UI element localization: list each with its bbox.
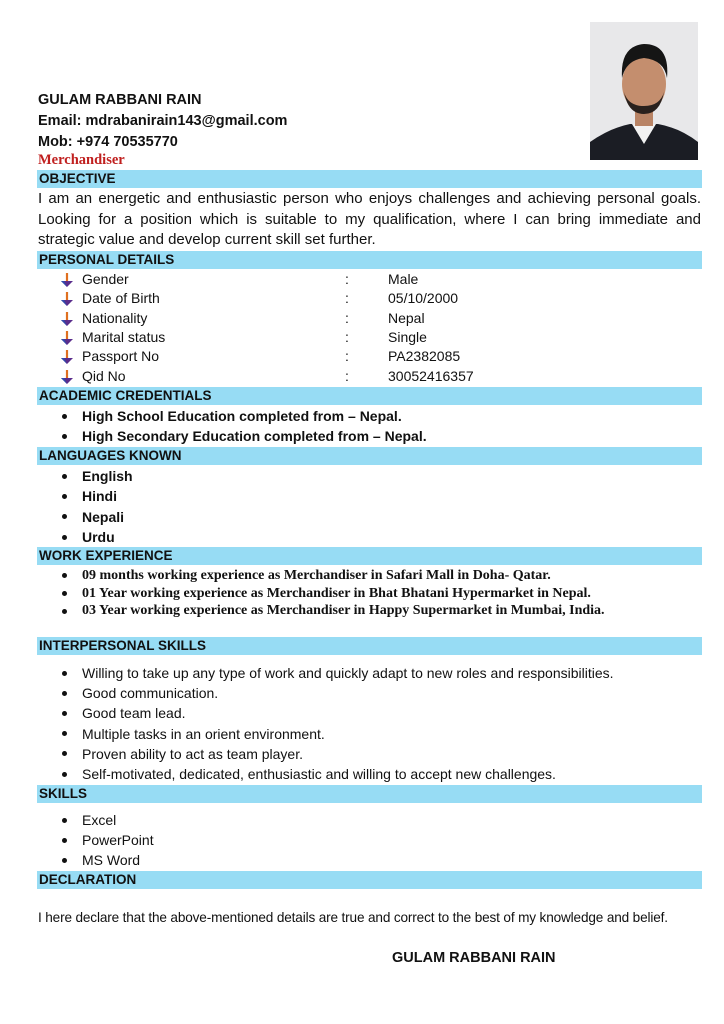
arrow-bullet-icon: [60, 331, 74, 345]
detail-label: Marital status: [82, 328, 166, 345]
list-item: Good communication.: [60, 683, 614, 703]
list-item: High School Education completed from – Nepal.: [60, 406, 427, 426]
list-item: High Secondary Education completed from – Nepal.: [60, 426, 427, 446]
personal-detail-row: [60, 289, 560, 308]
detail-separator: :: [345, 290, 349, 307]
list-item: Nepali: [60, 507, 133, 527]
detail-label: Gender: [82, 271, 129, 287]
section-work-experience: WORK EXPERIENCE: [37, 547, 702, 565]
email: Email: mdrabanirain143@gmail.com: [38, 113, 288, 129]
list-item: Proven ability to act as team player.: [60, 744, 614, 764]
detail-label: Nationality: [82, 309, 148, 326]
section-declaration: DECLARATION: [37, 871, 702, 889]
section-objective: OBJECTIVE: [37, 170, 702, 188]
profile-photo: [590, 22, 698, 160]
section-personal-details: PERSONAL DETAILS: [37, 251, 702, 269]
arrow-bullet-icon: [60, 312, 74, 326]
personal-detail-row: [60, 367, 560, 386]
arrow-bullet-icon: [60, 350, 74, 364]
section-languages: LANGUAGES KNOWN: [37, 447, 702, 465]
languages-list: [60, 466, 133, 547]
detail-separator: :: [345, 309, 349, 326]
candidate-name: GULAM RABBANI RAIN: [38, 92, 202, 108]
detail-separator: :: [345, 367, 349, 384]
list-item: 01 Year working experience as Merchandiser in Bhat Bhatani Hypermarket in Nepal.: [60, 585, 605, 603]
interpersonal-list: [60, 663, 614, 784]
detail-value: PA2382085: [388, 348, 461, 365]
detail-value: Male: [388, 271, 419, 287]
detail-label: Passport No: [82, 348, 160, 365]
list-item: Multiple tasks in an orient environment.: [60, 724, 614, 744]
personal-detail-row: [60, 270, 560, 289]
list-item: English: [60, 466, 133, 486]
work-list: [60, 567, 605, 620]
personal-detail-row: [60, 347, 560, 366]
declaration-text: I here declare that the above-mentioned details are true and correct to the best of my knowledge and belief.: [38, 910, 668, 925]
detail-value: 05/10/2000: [388, 290, 459, 307]
detail-separator: :: [345, 348, 349, 365]
section-interpersonal-skills: INTERPERSONAL SKILLS: [37, 637, 702, 655]
detail-separator: :: [345, 328, 349, 345]
detail-value: Nepal: [388, 309, 425, 326]
mobile: Mob: +974 70535770: [38, 134, 178, 150]
personal-detail-row: [60, 328, 560, 347]
list-item: Urdu: [60, 527, 133, 547]
list-item: Self-motivated, dedicated, enthusiastic and willing to accept new challenges.: [60, 764, 614, 784]
list-item: 09 months working experience as Merchandiser in Safari Mall in Doha- Qatar.: [60, 567, 605, 585]
arrow-bullet-icon: [60, 370, 74, 384]
detail-value: Single: [388, 328, 427, 345]
skills-list: [60, 810, 154, 870]
personal-detail-row: [60, 309, 560, 328]
detail-label: Qid No: [82, 367, 126, 384]
list-item: Excel: [60, 810, 154, 830]
list-item: MS Word: [60, 850, 154, 870]
list-item: Hindi: [60, 486, 133, 506]
objective-text: I am an energetic and enthusiastic person who enjoys challenges and achieving personal goals. Looking for a position which is suitable to my qualification, where I can bring immediate and strategic value and develop current skill set further.: [38, 190, 701, 248]
job-role: Merchandiser: [38, 152, 125, 168]
section-academic: ACADEMIC CREDENTIALS: [37, 387, 702, 405]
signature-name: GULAM RABBANI RAIN: [392, 950, 556, 966]
list-item: 03 Year working experience as Merchandiser in Happy Supermarket in Mumbai, India.: [60, 602, 605, 620]
arrow-bullet-icon: [60, 273, 74, 287]
list-item: Willing to take up any type of work and quickly adapt to new roles and responsibilities.: [60, 663, 614, 683]
arrow-bullet-icon: [60, 292, 74, 306]
detail-label: Date of Birth: [82, 290, 160, 307]
detail-value: 30052416357: [388, 367, 474, 384]
list-item: PowerPoint: [60, 830, 154, 850]
detail-separator: :: [345, 271, 349, 287]
list-item: Good team lead.: [60, 703, 614, 723]
section-skills: SKILLS: [37, 785, 702, 803]
academic-list: [60, 406, 427, 446]
